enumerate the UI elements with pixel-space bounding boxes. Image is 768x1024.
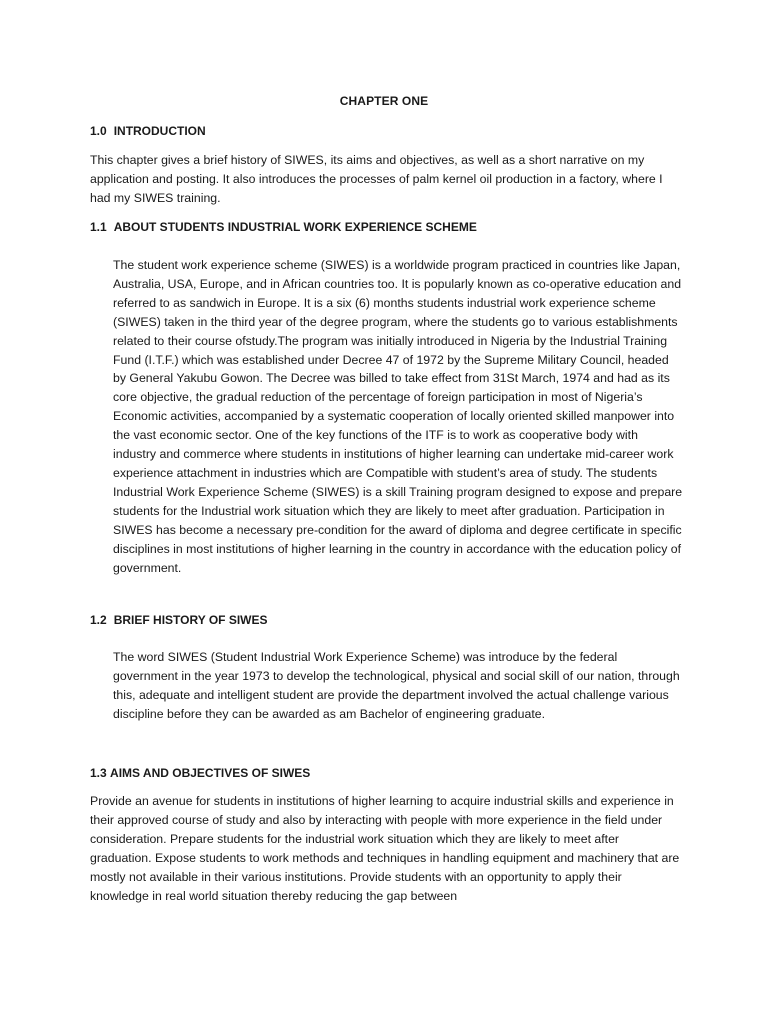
- section-number: 1.1: [90, 220, 107, 234]
- section-heading-history: [90, 613, 267, 627]
- section-number: 1.0: [90, 124, 107, 138]
- section-heading-aims: [90, 766, 310, 780]
- section-heading-text: AIMS AND OBJECTIVES OF SIWES: [110, 766, 311, 780]
- history-paragraph: The word SIWES (Student Industrial Work Experience Scheme) was introduce by the federal government in the year 1973 to develop the technological, physical and social skill of our nation, through this, adequate and intelligent student are provide the department involved the actual challenge various discipline before they can be awarded as am Bachelor of engineering graduate.: [113, 650, 680, 721]
- section-heading-text: ABOUT STUDENTS INDUSTRIAL WORK EXPERIENCE SCHEME: [113, 220, 477, 234]
- section-heading-text: INTRODUCTION: [113, 124, 206, 138]
- introduction-paragraph: This chapter gives a brief history of SIWES, its aims and objectives, as well as a short narrative on my application and posting. It also introduces the processes of palm kernel oil production in a factory, where I had my SIWES training.: [90, 153, 663, 205]
- section-heading-text: BRIEF HISTORY OF SIWES: [113, 613, 268, 627]
- section-number: 1.2: [90, 613, 107, 627]
- section-number: 1.3: [90, 766, 107, 780]
- aims-paragraph: Provide an avenue for students in institutions of higher learning to acquire industrial skills and experience in their approved course of study and also by interacting with people with more experience in the field under consideration. Prepare students for the industrial work situation which they are likely to meet after graduation. Expose students to work methods and techniques in handling equipment and machinery that are mostly not available in their various institutions. Provide students with an opportunity to apply their knowledge in real world situation thereby reducing the gap between: [90, 794, 680, 903]
- chapter-title: CHAPTER ONE: [339, 94, 429, 108]
- section-heading-about-siwes: [90, 220, 477, 234]
- section-heading-introduction: [90, 124, 206, 138]
- about-siwes-paragraph: The student work experience scheme (SIWES) is a worldwide program practiced in countries like Japan, Australia, USA, Europe, and in African countries too. It is popularly known as co-operative education and referred to as sandwich in Europe. It is a six (6) months students industrial work experience scheme (SIWES) taken in the third year of the degree program, where the students go to various establishments related to their course ofstudy.The program was initially introduced in Nigeria by the Industrial Training Fund (I.T.F.) which was established under Decree 47 of 1972 by the Supreme Military Council, headed by General Yakubu Gowon. The Decree was billed to take effect from 31St March, 1974 and had as its core objective, the gradual reduction of the percentage of foreign participation in most of Nigeria’s Economic activities, accompanied by a systematic cooperation of locally oriented skilled manpower into the vast economic sector. One of the key functions of the ITF is to work as cooperative body with industry and commerce where students in institutions of higher learning can undertake mid-career work experience attachment in industries which are Compatible with student’s area of study. The students Industrial Work Experience Scheme (SIWES) is a skill Training program designed to expose and prepare students for the Industrial work situation which they are likely to meet after graduation. Participation in SIWES has become a necessary pre-condition for the award of diploma and degree certificate in specific disciplines in most institutions of higher learning in the country in accordance with the education policy of government.: [113, 258, 683, 575]
